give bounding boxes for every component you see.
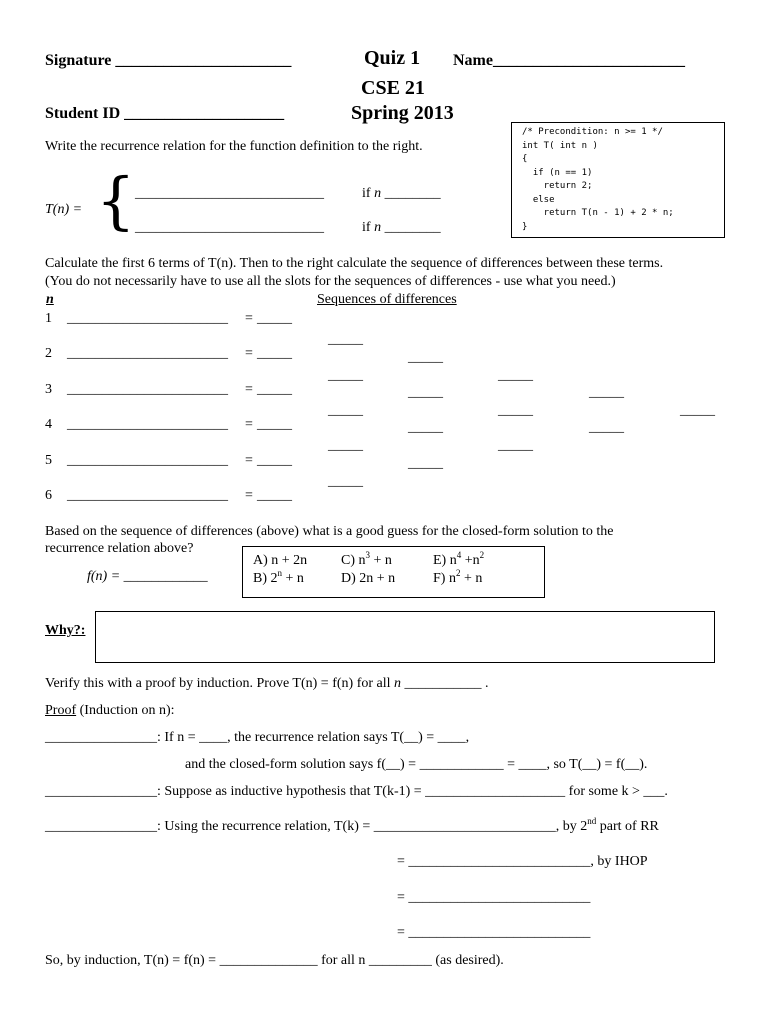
choice-c-exp: 3 bbox=[365, 550, 370, 560]
term-expr-blank[interactable]: _______________________ bbox=[67, 488, 228, 503]
term-number: 3 bbox=[45, 382, 52, 397]
hypothesis-text: : Suppose as inductive hypothesis that T(k-1) = ____________________ for some k > ___. bbox=[157, 784, 668, 799]
terms-instruction-1: Calculate the first 6 terms of T(n). Then to the right calculate the sequence of differences between these terms. bbox=[45, 256, 664, 271]
term-expr-blank[interactable]: _______________________ bbox=[67, 311, 228, 326]
term-number: 1 bbox=[45, 311, 52, 326]
term-value-blank[interactable]: _____ bbox=[257, 453, 292, 468]
if-var: n bbox=[374, 220, 382, 235]
tn-label: T(n) = bbox=[45, 202, 83, 217]
if-blank[interactable]: ________ bbox=[384, 186, 441, 201]
term-row[interactable] bbox=[45, 417, 292, 433]
inductive-step-line[interactable] bbox=[45, 816, 659, 835]
choice-b-exp: n bbox=[277, 568, 282, 578]
term-row[interactable] bbox=[45, 488, 292, 504]
term-expr-blank[interactable]: _______________________ bbox=[67, 382, 228, 397]
why-answer-box[interactable] bbox=[95, 611, 715, 663]
term-number: 2 bbox=[45, 346, 52, 361]
if-label: if bbox=[362, 186, 371, 201]
equals-sign: = bbox=[397, 854, 405, 869]
closed-form-line[interactable]: and the closed-form solution says f(__) = ____________ = ____, so T(__) = f(__). bbox=[185, 757, 648, 772]
choice-e-exp: 4 bbox=[456, 550, 462, 560]
term-value-blank[interactable]: _____ bbox=[257, 311, 292, 326]
inductive-step-suffix: part of RR bbox=[596, 819, 659, 834]
algebra-line-1[interactable] bbox=[397, 890, 590, 906]
term-expr-blank[interactable]: _______________________ bbox=[67, 417, 228, 432]
choice-b-rest: + n bbox=[282, 571, 304, 586]
term-row[interactable] bbox=[45, 346, 292, 362]
conclusion-line[interactable]: So, by induction, T(n) = f(n) = ______________ for all n _________ (as desired). bbox=[45, 953, 504, 968]
choice-e-exp2: 2 bbox=[479, 550, 485, 560]
term-title: Spring 2013 bbox=[351, 102, 454, 124]
term-equals: = bbox=[245, 417, 253, 432]
inductive-step-blank[interactable]: ________________ bbox=[45, 819, 157, 834]
if-label: if bbox=[362, 220, 371, 235]
diff-slot[interactable]: _____ bbox=[589, 420, 624, 435]
terms-instruction-2: (You do not necessarily have to use all the slots for the sequences of differences - use what you need.) bbox=[45, 274, 616, 289]
term-row[interactable] bbox=[45, 382, 292, 398]
if-condition-1[interactable] bbox=[362, 186, 441, 202]
choice-b-base: B) 2 bbox=[253, 571, 278, 586]
verify-blank[interactable]: ___________ . bbox=[404, 676, 489, 691]
term-row[interactable] bbox=[45, 453, 292, 469]
choice-c-base: C) n bbox=[341, 553, 366, 568]
choices-box bbox=[242, 546, 545, 598]
curly-brace: { bbox=[96, 164, 136, 237]
choice-d[interactable]: D) 2n + n bbox=[341, 571, 396, 586]
choice-e-base: E) n bbox=[433, 553, 457, 568]
choice-f[interactable] bbox=[433, 568, 483, 587]
differences-header: Sequences of differences bbox=[317, 292, 457, 307]
term-value-blank[interactable]: _____ bbox=[257, 382, 292, 397]
guess-question-2: recurrence relation above? bbox=[45, 541, 194, 556]
code-box: /* Precondition: n >= 1 */ int T( int n ) { if (n == 1) return 2; else return T(n - 1) + 2 * n; } bbox=[511, 122, 725, 238]
proof-rest: (Induction on n): bbox=[79, 703, 175, 718]
recurrence-blank-2[interactable]: ___________________________ bbox=[135, 220, 324, 235]
quiz-title: Quiz 1 bbox=[364, 47, 421, 69]
why-label: Why?: bbox=[45, 623, 86, 638]
diff-slot[interactable]: _____ bbox=[408, 456, 443, 471]
diff-slot[interactable]: _____ bbox=[408, 420, 443, 435]
fn-answer[interactable] bbox=[87, 569, 208, 585]
diff-slot[interactable]: _____ bbox=[328, 403, 363, 418]
n-column-header: n bbox=[46, 292, 54, 307]
term-number: 4 bbox=[45, 417, 52, 432]
term-row[interactable] bbox=[45, 311, 292, 327]
if-var: n bbox=[374, 186, 382, 201]
fn-label: f(n) = bbox=[87, 569, 121, 584]
verify-var: n bbox=[394, 676, 402, 691]
algebra-blank[interactable]: __________________________ bbox=[408, 890, 591, 905]
if-blank[interactable]: ________ bbox=[384, 220, 441, 235]
term-equals: = bbox=[245, 311, 253, 326]
diff-slot[interactable]: _____ bbox=[498, 438, 533, 453]
term-equals: = bbox=[245, 488, 253, 503]
guess-question-1: Based on the sequence of differences (above) what is a good guess for the closed-form solution to the bbox=[45, 524, 614, 539]
choice-e-mid: +n bbox=[461, 553, 480, 568]
ihop-suffix: , by IHOP bbox=[590, 854, 648, 869]
ihop-blank[interactable]: __________________________ bbox=[408, 854, 591, 869]
ordinal-sup: nd bbox=[587, 816, 597, 826]
diff-slot[interactable]: _____ bbox=[680, 403, 715, 418]
fn-blank[interactable]: ____________ bbox=[123, 569, 208, 584]
choice-a[interactable]: A) n + 2n bbox=[253, 553, 308, 568]
base-case-text: : If n = ____, the recurrence relation says T(__) = ____, bbox=[157, 730, 470, 745]
verify-line bbox=[45, 676, 489, 692]
term-value-blank[interactable]: _____ bbox=[257, 417, 292, 432]
diff-slot[interactable]: _____ bbox=[498, 403, 533, 418]
choice-b[interactable] bbox=[253, 568, 304, 587]
diff-slot[interactable]: _____ bbox=[408, 350, 443, 365]
diff-slot[interactable]: _____ bbox=[589, 385, 624, 400]
base-case-line[interactable] bbox=[45, 730, 469, 746]
choice-c[interactable] bbox=[341, 550, 392, 569]
choice-f-exp: 2 bbox=[455, 568, 461, 578]
choice-f-base: F) n bbox=[433, 571, 456, 586]
name-field[interactable]: Name________________________ bbox=[453, 52, 685, 69]
diff-slot[interactable]: _____ bbox=[328, 332, 363, 347]
signature-field[interactable]: Signature ______________________ bbox=[45, 52, 292, 69]
verify-text: Verify this with a proof by induction. Prove T(n) = f(n) for all bbox=[45, 676, 391, 691]
equals-sign: = bbox=[397, 925, 405, 940]
diff-slot[interactable]: _____ bbox=[328, 438, 363, 453]
algebra-line-2[interactable] bbox=[397, 925, 590, 941]
diff-slot[interactable]: _____ bbox=[328, 474, 363, 489]
course-title: CSE 21 bbox=[361, 77, 425, 99]
term-expr-blank[interactable]: _______________________ bbox=[67, 346, 228, 361]
term-equals: = bbox=[245, 453, 253, 468]
recurrence-blank-1[interactable]: ___________________________ bbox=[135, 186, 324, 201]
diff-slot[interactable]: _____ bbox=[328, 368, 363, 383]
base-case-blank[interactable]: ________________ bbox=[45, 730, 157, 745]
if-condition-2[interactable] bbox=[362, 220, 441, 236]
recurrence-instruction: Write the recurrence relation for the function definition to the right. bbox=[45, 139, 423, 154]
term-value-blank[interactable]: _____ bbox=[257, 346, 292, 361]
algebra-blank[interactable]: __________________________ bbox=[408, 925, 591, 940]
choice-f-rest: + n bbox=[460, 571, 483, 586]
proof-heading bbox=[45, 703, 175, 719]
ihop-line[interactable] bbox=[397, 854, 648, 870]
term-number: 6 bbox=[45, 488, 52, 503]
proof-word: Proof bbox=[45, 703, 77, 718]
term-number: 5 bbox=[45, 453, 52, 468]
equals-sign: = bbox=[397, 890, 405, 905]
diff-slot[interactable]: _____ bbox=[498, 368, 533, 383]
student-id-field[interactable]: Student ID ____________________ bbox=[45, 105, 285, 122]
term-value-blank[interactable]: _____ bbox=[257, 488, 292, 503]
inductive-step-text: : Using the recurrence relation, T(k) = __________________________, by 2 bbox=[157, 819, 588, 834]
hypothesis-line[interactable] bbox=[45, 784, 668, 800]
diff-slot[interactable]: _____ bbox=[408, 385, 443, 400]
term-equals: = bbox=[245, 346, 253, 361]
choice-e[interactable] bbox=[433, 550, 485, 569]
hypothesis-blank[interactable]: ________________ bbox=[45, 784, 157, 799]
term-equals: = bbox=[245, 382, 253, 397]
choice-c-rest: + n bbox=[370, 553, 392, 568]
term-expr-blank[interactable]: _______________________ bbox=[67, 453, 228, 468]
